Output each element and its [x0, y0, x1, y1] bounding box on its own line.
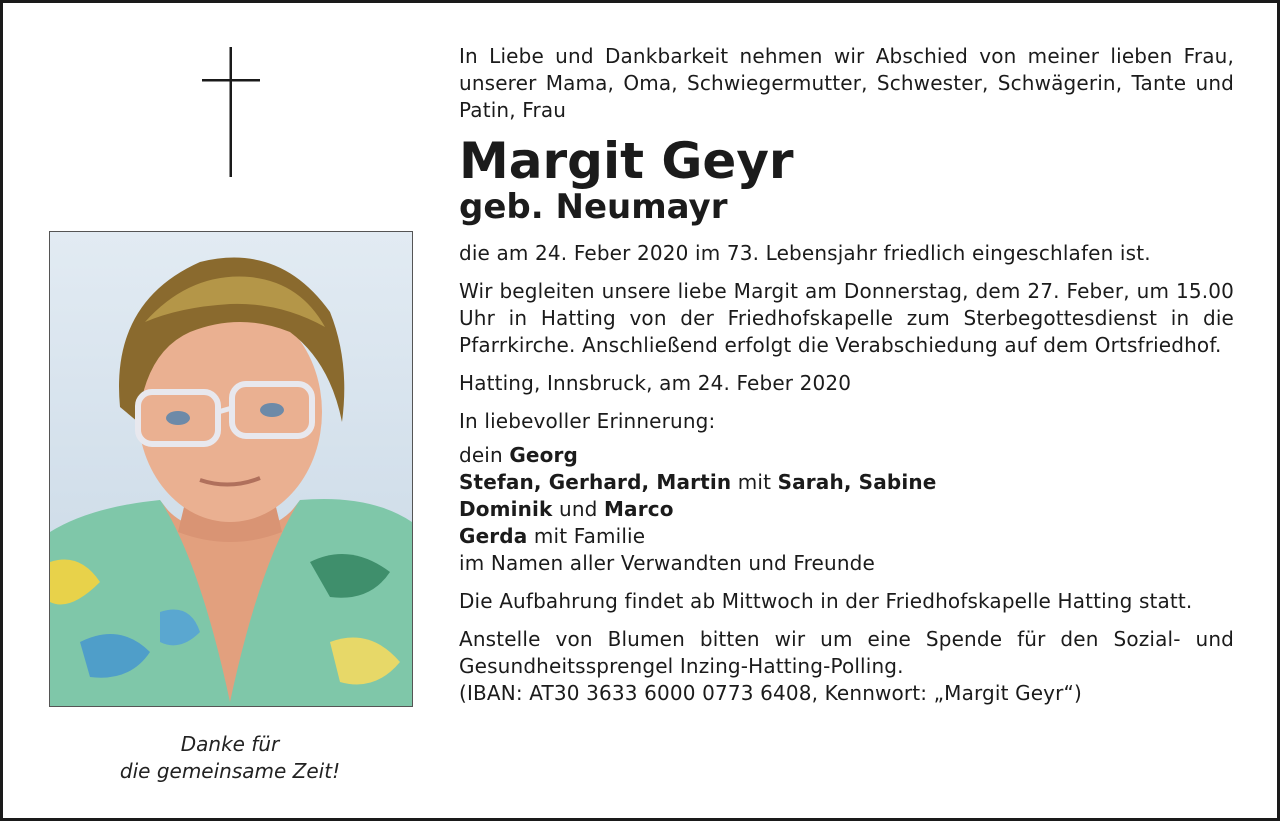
mourner-text: dein [459, 443, 510, 467]
bank-details: (IBAN: AT30 3633 6000 0773 6408, Kennwort: „Margit Geyr“) [459, 681, 1082, 705]
mourner-text: mit Familie [527, 524, 646, 548]
photo-caption [49, 731, 411, 785]
mourner-name: Dominik [459, 497, 553, 521]
mourner-name: Gerda [459, 524, 528, 548]
mourner-text: und [552, 497, 604, 521]
mourner-name: Stefan, Gerhard, Martin [459, 470, 732, 494]
caption-line-2: die gemeinsame Zeit! [119, 759, 341, 783]
mourners-list [459, 442, 1234, 577]
funeral-paragraph: Wir begleiten unsere liebe Margit am Donnerstag, dem 27. Feber, um 15.00 Uhr in Hatting von der Friedhofskapelle zum Sterbegottesdienst in die Pfarrkirche. Anschließend erfolgt die Verabschiedung auf dem Ortsfriedhof. [459, 279, 1234, 357]
obituary-text [459, 43, 1234, 707]
caption-line-1: Danke für [180, 732, 280, 756]
mourner-line-3 [459, 496, 1234, 523]
portrait-photo [49, 231, 413, 707]
mourner-name: Georg [509, 443, 578, 467]
mourner-line-5: im Namen aller Verwandten und Freunde [459, 551, 875, 575]
mourner-name: Sarah, Sabine [777, 470, 937, 494]
mourner-name: Marco [604, 497, 674, 521]
maiden-name: geb. Neumayr [459, 187, 728, 227]
death-notice: die am 24. Feber 2020 im 73. Lebensjahr friedlich eingeschlafen ist. [459, 241, 1151, 265]
mourner-line-4 [459, 523, 1234, 550]
mourner-line-1 [459, 442, 1234, 469]
cross-icon [202, 47, 260, 177]
place-date: Hatting, Innsbruck, am 24. Feber 2020 [459, 371, 852, 395]
intro-paragraph: In Liebe und Dankbarkeit nehmen wir Abschied von meiner lieben Frau, unserer Mama, Oma, Schwiegermutter, Schwester, Schwägerin, Tante und Patin, Frau [459, 44, 1234, 122]
deceased-name: Margit Geyr [459, 132, 794, 190]
donation-notice: Anstelle von Blumen bitten wir um eine Spende für den Sozial- und Gesundheitssprengel Inzing-Hatting-Polling. [459, 627, 1234, 678]
mourner-text: mit [731, 470, 778, 494]
mourner-line-2 [459, 469, 1234, 496]
memory-intro: In liebevoller Erinnerung: [459, 409, 716, 433]
viewing-notice: Die Aufbahrung findet ab Mittwoch in der Friedhofskapelle Hatting statt. [459, 589, 1193, 613]
